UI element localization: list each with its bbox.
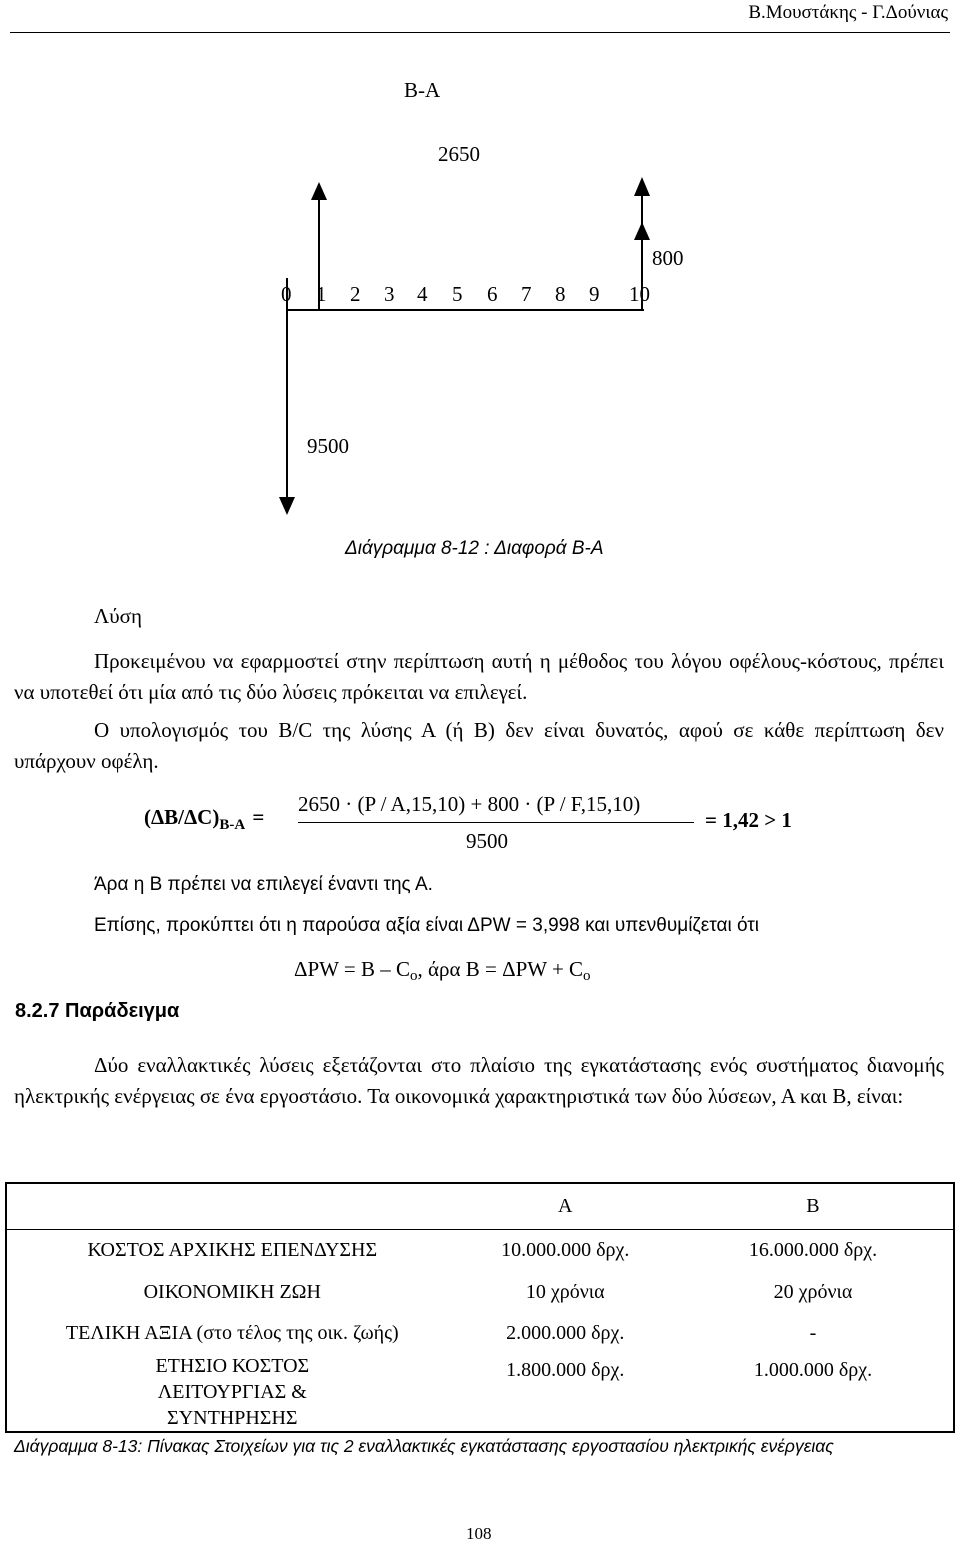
page-number: 108 [466,1524,492,1543]
table-row [6,1271,954,1313]
cash-flow-diagram [0,0,960,540]
table-cell: 10.000.000 δρχ. [501,1238,630,1261]
inflow-arrow-10-head [634,177,650,196]
fraction-bar [298,822,694,823]
solution-paragraph-2: Ο υπολογισμός του B/C της λύσης Α (ή Β) δεν είναι δυνατός, αφού σε κάθε περίπτωση δεν υπάρχουν οφέλη. [14,718,944,773]
table-row [6,1353,954,1432]
page-header-authors: Β.Μουστάκης - Γ.Δούνιας [748,2,948,23]
axis-tick: 2 [350,282,361,306]
diagram-label: B-A [404,78,441,102]
axis-tick: 8 [555,282,566,306]
solution-heading: Λύση [94,604,142,628]
example-paragraph: Δύο εναλλακτικές λύσεις εξετάζονται στο πλαίσιο της εγκατάστασης ενός συστήματος διανομής ηλεκτρικής ενέργειας σε ένα εργοστάσιο. Τα οικονομικά χαρακτηριστικά των δύο λύσεων, Α και Β, είναι: [14,1053,944,1108]
axis-tick: 5 [452,282,463,306]
axis-tick: 6 [487,282,498,306]
axis-tick: 0 [281,282,292,306]
example-heading: 8.2.7 Παράδειγμα [15,1000,180,1022]
formula-lhs [144,805,264,834]
table-cell: ΤΕΛΙΚΗ ΑΞΙΑ (στο τέλος της οικ. ζωής) [65,1321,399,1344]
solution-conclusion: Άρα η Β πρέπει να επιλεγεί έναντι της Α. [94,874,433,895]
diagram-outflow-value: 9500 [307,434,349,458]
axis-tick: 7 [521,282,532,306]
table-header-cell: Α [558,1194,573,1217]
table-cell: ΚΟΣΤΟΣ ΑΡΧΙΚΗΣ ΕΠΕΝΔΥΣΗΣ [87,1238,378,1261]
axis-tick: 9 [589,282,600,306]
axis-tick: 3 [384,282,395,306]
pw-formula-part-b: , άρα B = ΔPW + C [417,957,584,981]
table-cell: 1.000.000 δρχ. [753,1359,873,1381]
table-cell: 20 χρόνια [773,1280,853,1303]
table-cell: 1.800.000 δρχ. [506,1359,625,1381]
table-header-cell: Β [806,1194,820,1217]
formula-lhs-subscript: B-A [219,817,246,833]
diagram-caption: Διάγραμμα 8-12 : Διαφορά B-A [345,538,604,559]
formula-equals: = [252,805,265,829]
axis-tick: 4 [417,282,428,306]
axis-tick: 10 [629,282,650,306]
pw-subscript-1: o [409,968,418,984]
formula-numerator: 2650 · (P / A,15,10) + 800 · (P / F,15,10) [298,792,641,816]
diagram-inflow-value: 2650 [438,142,480,166]
formula-result: = 1,42 > 1 [705,808,792,832]
table-cell: 10 χρόνια [525,1280,605,1303]
table-caption: Διάγραμμα 8-13: Πίνακας Στοιχείων για τις 2 εναλλακτικές εγκατάστασης εργοστασίου ηλεκτρικής ενέργειας [14,1436,834,1456]
table-cell: ΟΙΚΟΝΟΜΙΚΗ ΖΩΗ [143,1280,321,1303]
table-row [6,1313,954,1353]
solution-paragraph-1: Προκειμένου να εφαρμοστεί στην περίπτωση αυτή η μέθοδος του λόγου οφέλους-κόστους, πρέπει να υποτεθεί ότι μία από τις δύο λύσεις πρόκειται να επιλεγεί. [14,649,944,704]
table-cell: ΕΤΗΣΙΟ ΚΟΣΤΟΣ ΛΕΙΤΟΥΡΓΙΑΣ & ΣΥΝΤΗΡΗΣΗΣ [155,1355,310,1429]
inflow-arrow-800-head [634,222,650,240]
table-header-row [6,1183,954,1229]
table-cell: 16.000.000 δρχ. [748,1238,878,1261]
table-header-cell [6,1183,458,1229]
pw-formula-part-a: ΔPW = B – C [294,957,410,981]
table-cell: 2.000.000 δρχ. [506,1321,625,1344]
pw-formula [294,957,591,985]
pw-subscript-2: o [583,968,591,984]
formula-denominator: 9500 [466,829,508,853]
inflow-arrow-1-head [311,182,327,200]
table-row [6,1229,954,1271]
table-cell: - [809,1321,817,1344]
axis-tick: 1 [316,282,327,306]
formula-lhs-text: (ΔΒ/ΔC) [144,805,220,829]
solution-also: Επίσης, προκύπτει ότι η παρούσα αξία είναι ΔPW = 3,998 και υπενθυμίζεται ότι [94,915,760,936]
outflow-arrow-head [279,497,295,515]
diagram-end-value: 800 [652,246,684,270]
data-table [5,1182,955,1433]
